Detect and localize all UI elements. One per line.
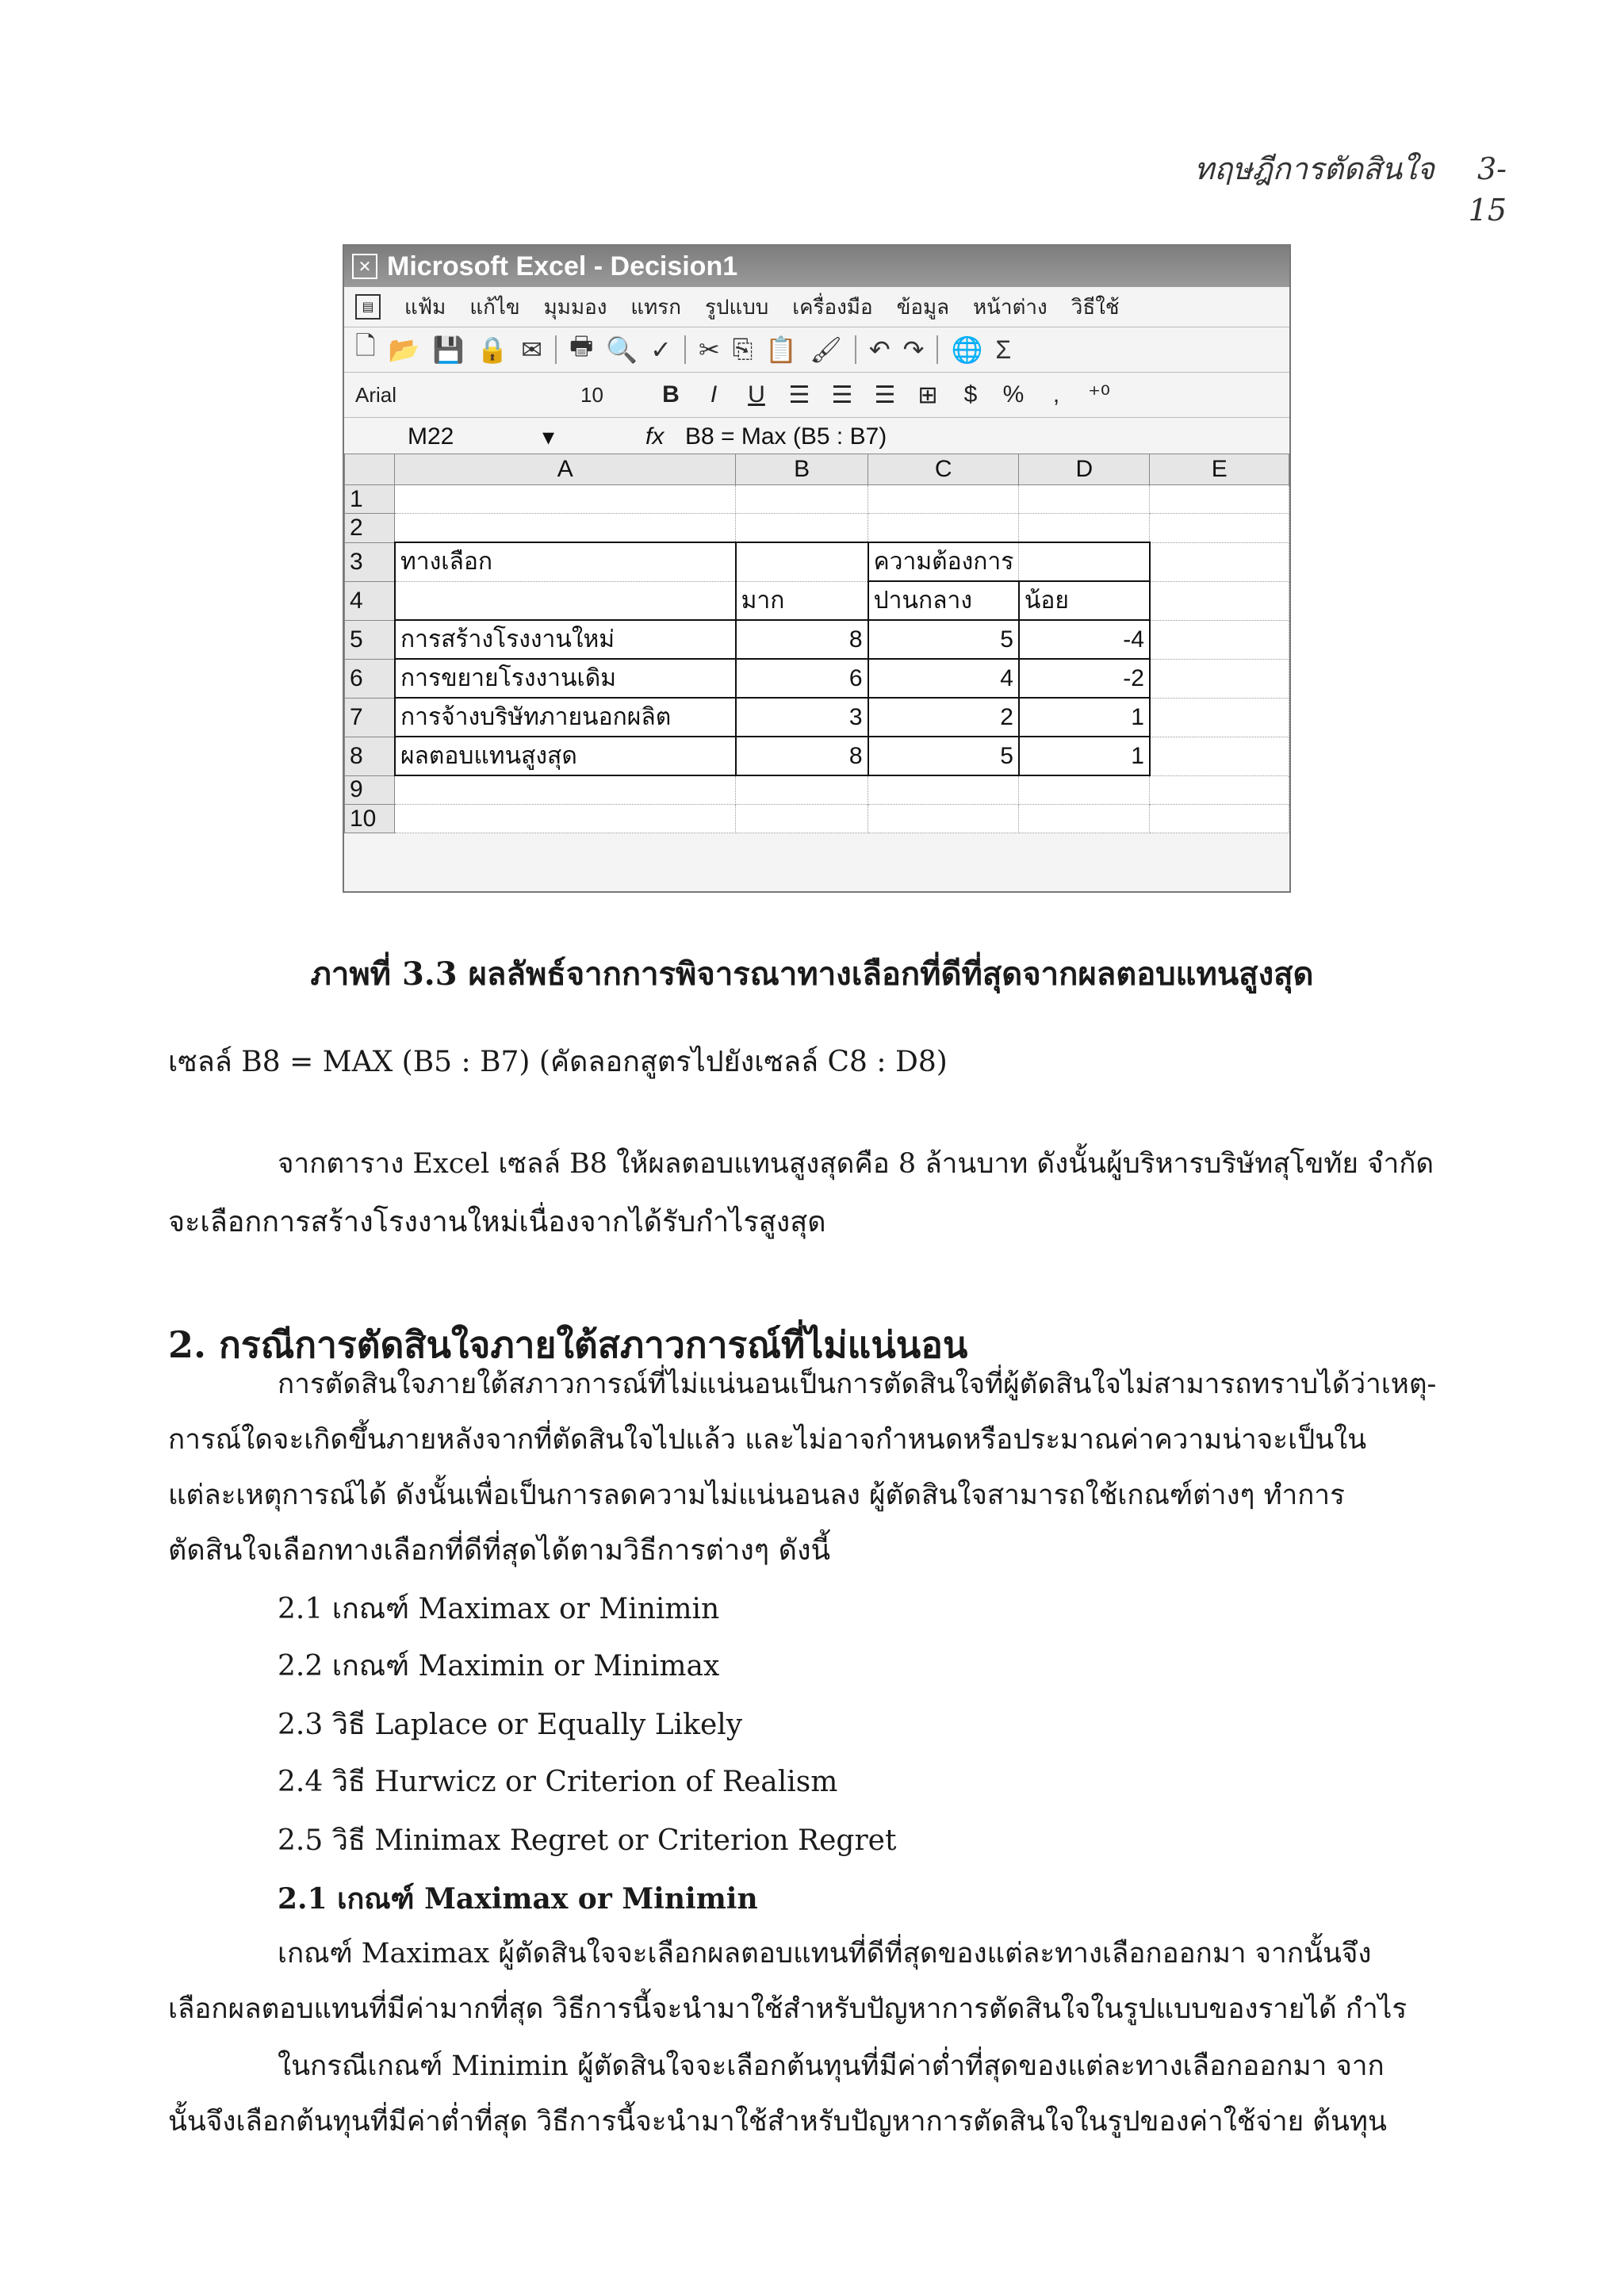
cell[interactable]: 2 — [868, 698, 1019, 737]
name-box[interactable]: M22 — [408, 423, 454, 450]
cell[interactable] — [395, 581, 736, 620]
row-header[interactable]: 6 — [345, 659, 395, 698]
document-icon[interactable]: ▤ — [355, 294, 381, 320]
row-header[interactable]: 8 — [345, 737, 395, 775]
list-item: 2.1 เกณฑ์ Maximax or Minimin — [278, 1593, 720, 1625]
page-number: 3-15 — [1468, 151, 1507, 228]
cell[interactable] — [1019, 805, 1150, 833]
cell[interactable] — [1150, 659, 1289, 698]
table-row — [345, 542, 1289, 581]
save-icon[interactable]: 💾 — [432, 335, 465, 364]
table-row — [345, 775, 1289, 805]
format-painter-icon[interactable]: 🖌 — [810, 335, 842, 364]
cell[interactable] — [1150, 620, 1289, 659]
cell[interactable]: ทางเลือก — [395, 542, 736, 581]
subsection-title: 2.1 เกณฑ์ Maximax or Minimin — [278, 1882, 758, 1916]
toolbar-separator — [936, 335, 938, 364]
cell[interactable] — [1150, 542, 1289, 581]
list-item: 2.2 เกณฑ์ Maximin or Minimax — [278, 1650, 720, 1682]
table-row — [345, 805, 1289, 833]
table-row — [345, 659, 1289, 698]
cell[interactable] — [1150, 485, 1289, 514]
cell[interactable] — [736, 514, 868, 543]
percent-icon[interactable]: % — [1002, 381, 1025, 408]
formula-input[interactable]: B8 = Max (B5 : B7) — [685, 423, 887, 450]
cell[interactable] — [395, 805, 736, 833]
cell[interactable]: 8 — [736, 737, 868, 775]
row-header[interactable]: 10 — [345, 805, 395, 833]
font-size-box[interactable]: 10 — [580, 382, 603, 407]
row-header[interactable]: 3 — [345, 542, 395, 581]
column-header[interactable]: D — [1019, 454, 1150, 485]
cell[interactable] — [395, 775, 736, 805]
menu-edit[interactable]: แก้ไข — [469, 294, 520, 319]
column-header[interactable]: B — [736, 454, 868, 485]
autosum-icon[interactable]: Σ — [995, 335, 1012, 364]
cell[interactable]: การจ้างบริษัทภายนอกผลิต — [395, 698, 736, 737]
excel-screenshot — [343, 244, 1291, 893]
cell[interactable]: การขยายโรงงานเดิม — [395, 659, 736, 698]
underline-icon[interactable]: U — [748, 381, 765, 408]
window-title: Microsoft Excel - Decision1 — [387, 251, 738, 281]
spelling-icon[interactable]: ✓ — [650, 335, 672, 364]
table-row — [345, 698, 1289, 737]
cell[interactable] — [868, 805, 1019, 833]
column-header[interactable]: E — [1150, 454, 1289, 485]
figure-caption: ภาพที่ 3.3 ผลลัพธ์จากการพิจารณาทางเลือกที่ดีที่สุดจากผลตอบแทนสูงสุด — [310, 955, 1314, 993]
row-header[interactable]: 4 — [345, 581, 395, 620]
cell[interactable]: 3 — [736, 698, 868, 737]
cell[interactable]: 5 — [868, 737, 1019, 775]
list-item: 2.4 วิธี Hurwicz or Criterion of Realism — [278, 1766, 838, 1798]
cell[interactable] — [868, 514, 1019, 543]
align-right-icon[interactable]: ☰ — [874, 381, 896, 408]
paragraph-line: เลือกผลตอบแทนที่มีค่ามากที่สุด วิธีการนี้จะนำมาใช้สำหรับปัญหาการตัดสินใจในรูปแบบของรายได้ กำไร — [168, 1993, 1408, 2025]
menu-tools[interactable]: เครื่องมือ — [792, 294, 873, 319]
redo-icon[interactable]: ↷ — [902, 335, 925, 364]
undo-icon[interactable]: ↶ — [868, 335, 891, 364]
align-center-icon[interactable]: ☰ — [831, 381, 853, 408]
menu-window[interactable]: หน้าต่าง — [973, 294, 1048, 319]
cell[interactable]: 1 — [1019, 737, 1150, 775]
hyperlink-icon[interactable]: 🌐 — [951, 335, 983, 364]
toolbar-separator — [684, 335, 686, 364]
cell[interactable] — [868, 485, 1019, 514]
cell[interactable]: มาก — [736, 581, 868, 620]
cell[interactable]: น้อย — [1019, 581, 1150, 620]
paragraph-line: แต่ละเหตุการณ์ได้ ดังนั้นเพื่อเป็นการลดความไม่แน่นอนลง ผู้ตัดสินใจสามารถใช้เกณฑ์ต่างๆ ทำการ — [168, 1480, 1345, 1511]
list-item: 2.3 วิธี Laplace or Equally Likely — [278, 1709, 743, 1741]
cell[interactable] — [736, 805, 868, 833]
cell[interactable]: การสร้างโรงงานใหม่ — [395, 620, 736, 659]
align-left-icon[interactable]: ☰ — [788, 381, 810, 408]
toolbar-separator — [555, 335, 557, 364]
table-row — [345, 485, 1289, 514]
header-title: ทฤษฎีการตัดสินใจ — [1194, 151, 1434, 186]
column-header-row — [345, 454, 1289, 485]
cell[interactable] — [1150, 737, 1289, 775]
print-preview-icon[interactable]: 🔍 — [606, 335, 638, 364]
paragraph-line: การณ์ใดจะเกิดขึ้นภายหลังจากที่ตัดสินใจไปแล้ว และไม่อาจกำหนดหรือประมาณค่าความน่าจะเป็นใน — [168, 1424, 1367, 1456]
cell[interactable] — [1150, 698, 1289, 737]
permission-icon[interactable]: 🔒 — [477, 335, 509, 364]
table-row — [345, 737, 1289, 775]
cell[interactable] — [868, 775, 1019, 805]
menu-view[interactable]: มุมมอง — [543, 294, 607, 319]
cell[interactable] — [1150, 514, 1289, 543]
standard-toolbar — [344, 327, 1289, 373]
column-header[interactable]: C — [868, 454, 1019, 485]
paragraph-line: จะเลือกการสร้างโรงงานใหม่เนื่องจากได้รับกำไรสูงสุด — [168, 1206, 826, 1238]
menu-bar — [344, 287, 1289, 327]
cell[interactable]: 8 — [736, 620, 868, 659]
cell[interactable]: ปานกลาง — [868, 581, 1019, 620]
function-icon[interactable]: fx — [645, 423, 665, 450]
cell[interactable]: 6 — [736, 659, 868, 698]
cell[interactable] — [1019, 775, 1150, 805]
formula-note: เซลล์ B8 = MAX (B5 : B7) (คัดลอกสูตรไปยังเซลล์ C8 : D8) — [168, 1046, 948, 1078]
bold-icon[interactable]: B — [662, 381, 680, 408]
new-icon[interactable]: 🗋 — [355, 331, 376, 360]
menu-format[interactable]: รูปแบบ — [705, 294, 769, 319]
menu-file[interactable]: แฟ้ม — [404, 294, 446, 319]
cell[interactable] — [1019, 485, 1150, 514]
excel-title-bar — [344, 246, 1289, 287]
column-header[interactable]: A — [395, 454, 736, 485]
cell[interactable] — [1019, 542, 1150, 581]
cell[interactable]: -2 — [1019, 659, 1150, 698]
cell[interactable] — [736, 542, 868, 581]
paragraph-line: จากตาราง Excel เซลล์ B8 ให้ผลตอบแทนสูงสุดคือ 8 ล้านบาท ดังนั้นผู้บริหารบริษัทสุโขทัย จำกัด — [278, 1148, 1434, 1180]
cell[interactable]: -4 — [1019, 620, 1150, 659]
menu-data[interactable]: ข้อมูล — [896, 294, 950, 319]
row-header[interactable]: 1 — [345, 485, 395, 514]
toolbar-separator — [855, 335, 856, 364]
cell[interactable] — [395, 514, 736, 543]
row-header[interactable]: 5 — [345, 620, 395, 659]
formula-bar — [344, 418, 1289, 457]
cell[interactable] — [1150, 805, 1289, 833]
select-all-corner[interactable] — [345, 454, 395, 485]
cell[interactable]: ผลตอบแทนสูงสุด — [395, 737, 736, 775]
cell[interactable]: 4 — [868, 659, 1019, 698]
paragraph-line: นั้นจึงเลือกต้นทุนที่มีค่าต่ำที่สุด วิธีการนี้จะนำมาใช้สำหรับปัญหาการตัดสินใจในรูปของค่าใช้จ่าย ต้นทุน — [168, 2106, 1387, 2138]
menu-help[interactable]: วิธีใช้ — [1071, 294, 1120, 319]
cell[interactable]: ความต้องการ — [868, 542, 1019, 581]
page-header — [1158, 144, 1507, 228]
font-name-box[interactable]: Arial — [355, 382, 397, 407]
paragraph-line: การตัดสินใจภายใต้สภาวการณ์ที่ไม่แน่นอนเป็นการตัดสินใจที่ผู้ตัดสินใจไม่สามารถทราบได้ว่าเหตุ- — [278, 1369, 1437, 1400]
list-item: 2.5 วิธี Minimax Regret or Criterion Regret — [278, 1824, 897, 1857]
copy-icon[interactable]: ⎘ — [732, 335, 753, 363]
name-box-dropdown-icon[interactable]: ▾ — [542, 423, 555, 450]
paragraph-line: ในกรณีเกณฑ์ Minimin ผู้ตัดสินใจจะเลือกต้นทุนที่มีค่าต่ำที่สุดของแต่ละทางเลือกออกมา จาก — [278, 2050, 1385, 2082]
italic-icon[interactable]: I — [710, 381, 718, 408]
email-icon[interactable]: ✉ — [521, 335, 543, 364]
print-icon[interactable]: 🖶 — [569, 331, 594, 360]
table-row — [345, 514, 1289, 543]
merge-center-icon[interactable]: ⊞ — [917, 381, 938, 408]
row-header[interactable]: 2 — [345, 514, 395, 543]
row-header[interactable]: 7 — [345, 698, 395, 737]
cell[interactable] — [736, 485, 868, 514]
cell[interactable]: 1 — [1019, 698, 1150, 737]
cell[interactable] — [736, 775, 868, 805]
table-row — [345, 620, 1289, 659]
cell[interactable] — [1150, 775, 1289, 805]
comma-icon[interactable]: , — [1052, 381, 1060, 408]
formatting-toolbar — [344, 373, 1289, 418]
currency-icon[interactable]: $ — [963, 381, 978, 408]
worksheet-grid — [344, 454, 1289, 833]
cut-icon[interactable]: ✂ — [698, 335, 720, 364]
paragraph-line: ตัดสินใจเลือกทางเลือกที่ดีที่สุดได้ตามวิธีการต่างๆ ดังนี้ — [168, 1534, 831, 1567]
open-icon[interactable]: 📂 — [388, 335, 420, 364]
paste-icon[interactable]: 📋 — [765, 335, 798, 364]
section-title: 2. กรณีการตัดสินใจภายใต้สภาวการณ์ที่ไม่แน่นอน — [168, 1323, 968, 1366]
menu-insert[interactable]: แทรก — [630, 294, 682, 319]
cell[interactable] — [1019, 514, 1150, 543]
table-row — [345, 581, 1289, 620]
cell[interactable]: 5 — [868, 620, 1019, 659]
row-header[interactable]: 9 — [345, 775, 395, 805]
cell[interactable] — [395, 485, 736, 514]
cell[interactable] — [1150, 581, 1289, 620]
paragraph-line: เกณฑ์ Maximax ผู้ตัดสินใจจะเลือกผลตอบแทนที่ดีที่สุดของแต่ละทางเลือกออกมา จากนั้นจึง — [278, 1938, 1372, 1970]
increase-decimal-icon[interactable]: ⁺⁰ — [1088, 381, 1110, 408]
excel-logo-icon: ✕ — [352, 254, 377, 279]
